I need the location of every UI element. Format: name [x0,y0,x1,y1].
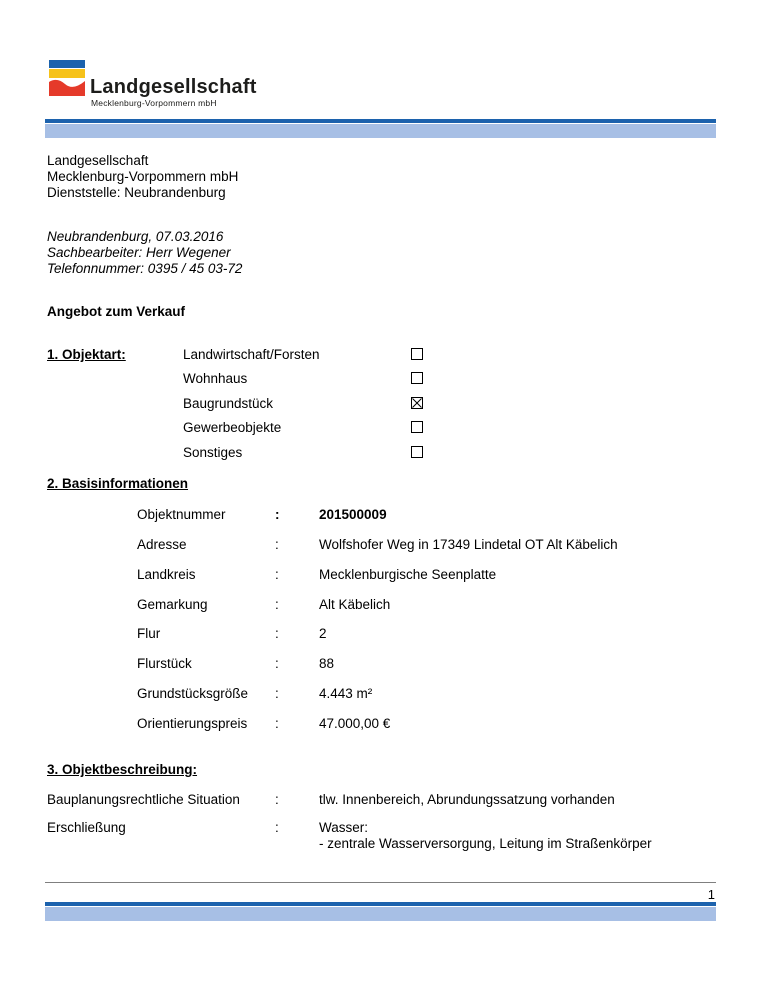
checkbox-sonstiges[interactable] [411,446,423,458]
basis-label: Orientierungspreis [137,716,248,731]
contact-block [47,229,242,277]
beschreibung-sep: : [275,820,279,835]
logo-title: Landgesellschaft [90,76,257,98]
logo-mark-icon [47,60,87,96]
footer-rule-blue [45,902,716,906]
place-date: Neubrandenburg, 07.03.2016 [47,229,224,244]
basis-sep: : [275,686,279,701]
beschreibung-value-detail: - zentrale Wasserversorgung, Leitung im Straßenkörper [319,836,652,851]
footer-rule [45,882,716,883]
check-x-icon [412,398,422,408]
logo-subtitle: Mecklenburg-Vorpommern mbH [91,98,217,108]
objektart-label: 1. Objektart: [47,347,126,362]
address-line: Dienststelle: Neubrandenburg [47,185,226,200]
basis-sep: : [275,656,279,671]
address-line: Landgesellschaft [47,153,149,168]
beschreibung-label: Erschließung [47,820,126,835]
clerk: Sachbearbeiter: Herr Wegener [47,245,231,260]
basis-sep: : [275,626,279,641]
basis-sep: : [275,507,280,522]
objektart-option-label: Wohnhaus [183,371,248,386]
checkbox-gewerbeobjekte[interactable] [411,421,423,433]
company-logo [47,58,257,110]
checkbox-landwirtschaft[interactable] [411,348,423,360]
objektart-option-label: Landwirtschaft/Forsten [183,347,320,362]
basis-value: 4.443 m² [319,686,373,701]
basis-sep: : [275,567,279,582]
footer-band [45,907,716,921]
basis-sep: : [275,537,279,552]
basis-label: Landkreis [137,567,196,582]
header-band [45,124,716,138]
beschreibung-value: Wasser: [319,820,369,835]
address-block [47,153,238,201]
basis-label: Flur [137,626,161,641]
beschreibung-label: Bauplanungsrechtliche Situation [47,792,240,807]
basis-label: Objektnummer [137,507,226,522]
document-heading: Angebot zum Verkauf [47,304,186,319]
basis-label: Adresse [137,537,187,552]
address-line: Mecklenburg-Vorpommern mbH [47,169,239,184]
beschreibung-value: tlw. Innenbereich, Abrundungssatzung vorhanden [319,792,615,807]
basis-value: Wolfshofer Weg in 17349 Lindetal OT Alt Käbelich [319,537,618,552]
basis-value: Alt Käbelich [319,597,391,612]
basis-label: Grundstücksgröße [137,686,249,701]
basis-value: 47.000,00 € [319,716,391,731]
basis-value: 201500009 [319,507,387,522]
beschreibung-title: 3. Objektbeschreibung: [47,762,198,777]
page-number: 1 [707,887,715,902]
objektart-option-label: Baugrundstück [183,396,274,411]
objektart-option-label: Sonstiges [183,445,243,460]
beschreibung-sep: : [275,792,279,807]
basis-value: 88 [319,656,335,671]
basis-title: 2. Basisinformationen [47,476,189,491]
checkbox-wohnhaus[interactable] [411,372,423,384]
phone-number: Telefonnummer: 0395 / 45 03-72 [47,261,243,276]
basis-label: Gemarkung [137,597,208,612]
basis-sep: : [275,597,279,612]
basis-value: 2 [319,626,327,641]
basis-value: Mecklenburgische Seenplatte [319,567,497,582]
header-rule [45,119,716,123]
basis-sep: : [275,716,279,731]
basis-label: Flurstück [137,656,192,671]
objektart-option-label: Gewerbeobjekte [183,420,282,435]
checkbox-baugrundstueck[interactable] [411,397,423,409]
